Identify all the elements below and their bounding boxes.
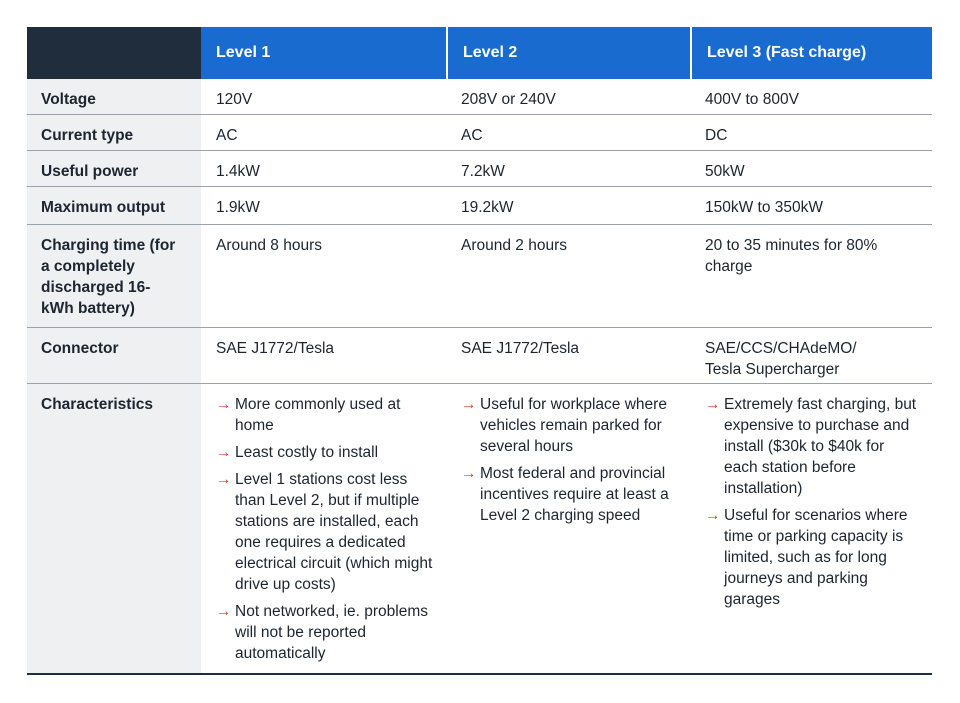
header-corner bbox=[27, 27, 201, 79]
list-item bbox=[216, 442, 434, 463]
row-charging-time bbox=[27, 225, 932, 328]
table-cell: 1.4kW bbox=[216, 163, 260, 180]
header-level-3: Level 3 (Fast charge) bbox=[690, 27, 932, 79]
table-header bbox=[27, 27, 932, 79]
arrow-right-icon: → bbox=[216, 471, 232, 488]
arrow-right-icon: → bbox=[216, 396, 232, 413]
table-cell: 400V to 800V bbox=[705, 91, 799, 108]
table-cell: 50kW bbox=[705, 163, 745, 180]
list-item-text: Useful for scenarios where time or parking capacity is limited, such as for long journeys and parking garages bbox=[724, 507, 908, 608]
list-item-text: Level 1 stations cost less than Level 2, but if multiple stations are installed, each one requires a dedicated electrical circuit (which might drive up costs) bbox=[235, 471, 433, 593]
list-item bbox=[216, 469, 434, 595]
list-item bbox=[705, 505, 920, 610]
row-label: Voltage bbox=[27, 79, 201, 114]
arrow-right-icon: → bbox=[705, 396, 721, 413]
bullet-list bbox=[705, 394, 920, 610]
table-cell: 7.2kW bbox=[461, 163, 505, 180]
row-label: Useful power bbox=[27, 151, 201, 186]
arrow-right-icon: → bbox=[216, 444, 232, 461]
list-item-text: Useful for workplace where vehicles remain parked for several hours bbox=[480, 396, 667, 455]
table-cell: 19.2kW bbox=[461, 199, 514, 216]
table-cell: AC bbox=[216, 127, 238, 144]
table-bottom-rule bbox=[27, 673, 932, 675]
table-cell bbox=[446, 384, 690, 674]
table-cell: SAE J1772/Tesla bbox=[216, 340, 335, 357]
arrow-right-icon: → bbox=[461, 396, 477, 413]
table-cell: 20 to 35 minutes for 80% charge bbox=[705, 237, 878, 275]
bullet-list bbox=[216, 394, 434, 664]
header-level-2: Level 2 bbox=[446, 27, 690, 79]
row-label: Connector bbox=[27, 328, 201, 383]
list-item-text: More commonly used at home bbox=[235, 396, 401, 434]
list-item bbox=[216, 601, 434, 664]
list-item-text: Not networked, ie. problems will not be reported automatically bbox=[235, 603, 428, 662]
row-label: Current type bbox=[27, 115, 201, 150]
table-cell bbox=[690, 384, 932, 674]
table-cell bbox=[201, 384, 446, 674]
row-label: Charging time (for a completely discharged 16-kWh battery) bbox=[27, 225, 201, 327]
arrow-right-icon: → bbox=[216, 603, 232, 620]
header-level-1: Level 1 bbox=[201, 27, 446, 79]
list-item bbox=[461, 463, 678, 526]
arrow-right-icon: → bbox=[461, 465, 477, 482]
row-useful-power bbox=[27, 151, 932, 187]
table-cell: 208V or 240V bbox=[461, 91, 556, 108]
arrow-right-icon: → bbox=[705, 507, 721, 524]
table-cell: SAE J1772/Tesla bbox=[461, 340, 580, 357]
table-cell: SAE/CCS/CHAdeMO/ Tesla Supercharger bbox=[705, 340, 857, 378]
list-item bbox=[461, 394, 678, 457]
table-cell: 150kW to 350kW bbox=[705, 199, 824, 216]
list-item bbox=[705, 394, 920, 499]
ev-charging-comparison-table bbox=[27, 27, 932, 674]
row-label: Characteristics bbox=[27, 384, 201, 674]
list-item-text: Most federal and provincial incentives require at least a Level 2 charging speed bbox=[480, 465, 669, 524]
row-characteristics bbox=[27, 384, 932, 674]
row-maximum-output bbox=[27, 187, 932, 225]
row-connector bbox=[27, 328, 932, 384]
row-label: Maximum output bbox=[27, 187, 201, 224]
table-cell: Around 2 hours bbox=[461, 237, 567, 254]
table-cell: 120V bbox=[216, 91, 253, 108]
list-item bbox=[216, 394, 434, 436]
list-item-text: Extremely fast charging, but expensive to purchase and install ($30k to $40k for each station before installation) bbox=[724, 396, 917, 497]
table-cell: Around 8 hours bbox=[216, 237, 322, 254]
bullet-list bbox=[461, 394, 678, 526]
table-cell: 1.9kW bbox=[216, 199, 260, 216]
row-current-type bbox=[27, 115, 932, 151]
row-voltage bbox=[27, 79, 932, 115]
table-cell: AC bbox=[461, 127, 483, 144]
table-cell: DC bbox=[705, 127, 728, 144]
list-item-text: Least costly to install bbox=[235, 444, 379, 461]
